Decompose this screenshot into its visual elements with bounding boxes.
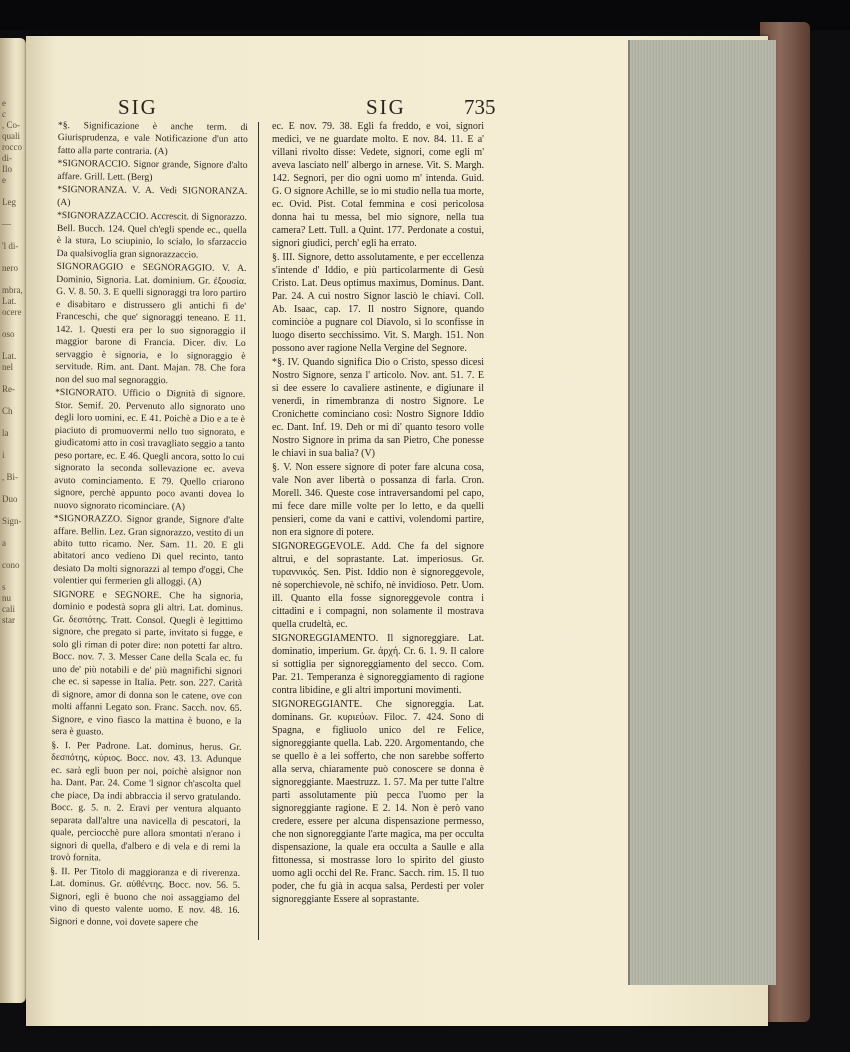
entry-paragraph: §. II. Per Titolo di maggioranza e di riverenza. Lat. dominus. Gr. αὐθέντης. Bocc. nov. 56. 5. Signori, egli è buono che noi assaggiamo del vino di questo valente uomo. E nov. 48. 16. Signori e donne, voi dovete sapere che xyxy=(49,865,241,929)
entry-paragraph: *SIGNORACCIO. Signor grande, Signore d'alto affare. Grill. Lett. (Berg) xyxy=(57,158,248,183)
entry-paragraph: SIGNOREGGEVOLE. Add. Che fa del signore altrui, e del soprastante. Lat. imperiosus. Gr. τυραννικός. Sen. Pist. Iddio non è signoreggevole, nè soperchievole, nè schifo, nè invidioso. Petr. Uom. ill. Quanto ella fosse signoreggevole contra i cittadini e i compagni, non solamente il mostrava quella crudeltà, ec. xyxy=(272,541,484,630)
entry-paragraph: *SIGNORANZA. V. A. Vedi SIGNORANZA. (A) xyxy=(57,184,248,209)
entry-paragraph: SIGNORE e SEGNORE. Che ha signoria, dominio e podestà sopra gli altri. Lat. dominus. Gr. δεσπότης. Tratt. Consol. Quegli è legittimo signore, che pregato si parte, invitato si fugge, e solo gli riman di poter dire: non potetti far altro. Bocc. nov. 7. 3. Messer Cane della Scala ec. fu uno de' più notabili e de' più magnifichi signori che ec. si sapesse in Italia. Petr. son. 227. Carità di signore, amor di donna son le catene, ove con molti affanni Legato son. Franc. Sacch. nov. 65. Signore, e vino fiasco la mattina è buono, e la sera è guasto. xyxy=(51,588,244,738)
running-head-right: SIG xyxy=(366,95,406,119)
entry-paragraph: ec. E nov. 79. 38. Egli fa freddo, e voi, signori medici, ve ne guardate molto. E nov. 84. 11. E a' villani rivolto disse: Vedete, signori, come egli m' aveva lasciato nell' albergo in arnese. Vit. S. Margh. 142. Segnori, per dio ogni uomo m' intenda. Guid. G. O signore Achille, se io mi studio nella tua morte, ec. Ovid. Pist. Cotal femmina e così pericolosa donna hai tu messa, bel mio signore, nella tua camera? Lett. Tull. a Quint. 177. Perdonate a costui, signori giudici, perch' egli ha errato. xyxy=(272,121,484,249)
entry-paragraph: *SIGNORATO. Ufficio o Dignità di signore. Stor. Semif. 20. Pervenuto allo signorato uno degli loro uomini, ec. E 41. Poichè a Dio e a te è piaciuto di promuovermi nello tuo signorato, e giudicatomi atto in così travagliato seggio a tanto peso portare, ec. E 46. Quegli ancora, sotto lo cui signorato la seconda sollevazione ec. aveva avuto cominciamento. E 79. Quello criarono signore, perchè appunto poco avanti dovea lo nuovo signorato ricominciare. (A) xyxy=(53,387,246,512)
left-page-fragments: e c , Co- quali rocco di- Ilo e Leg — 'l di- nero mbra, Lat. ocere oso Lat. nel Re- Ch la i , Bi- Duo Sign- a cono s nu cali star xyxy=(2,98,23,625)
entry-paragraph: *SIGNORAZZO. Signor grande, Signore d'alte affare. Bellin. Lez. Gran signorazzo, vestito di un abito tutto ricamo. Ner. Sam. 11. 20. E gli abitatori anco vedieno Di quel recinto, tanto desiato Da molti signorazzi al tempo d'oggi, Che volentier qui fermerien gli alloggi. (A) xyxy=(53,512,244,588)
entry-paragraph: SIGNORAGGIO e SEGNORAGGIO. V. A. Dominio, Signoria. Lat. dominium. Gr. ἐξουσία. G. V. 8. 50. 3. E quelli signoraggi tra loro partiro e disabitaro e distrussero gli antichi fi de' Franceschi, che que' signoraggi teneano. E 11. 142. 1. Questi era per lo suo signoraggio il maggior barone di Francia. Dicer. div. Lo servaggio è signoria, e lo signoraggio è servitude. Rim. ant. Dant. Majan. 78. Che fora non del suo mal segnoraggio. xyxy=(55,261,247,386)
page-block-edge xyxy=(628,40,776,985)
entry-paragraph: §. V. Non essere signore di poter fare alcuna cosa, vale Non aver libertà o possanza di farla. Cron. Morell. 346. Queste cose intraversandomi pel capo, mi fece dare mille volte per lo letto, e da quelli pensieri, come da vani e cattivi, volendomi partire, non era signore di potere. xyxy=(272,462,484,538)
entry-paragraph: SIGNOREGGIAMENTO. Il signoreggiare. Lat. dominatio, imperium. Gr. ἀρχή. Cr. 6. 1. 9. Il calore si sottiglia per signoreggiamento del secco. Com. Par. 21. Temperanza è signoreggiamento di ragione contra libidine, e gli altri importuni movimenti. xyxy=(272,633,484,696)
entry-paragraph: *SIGNORAZZACCIO. Accrescit. di Signorazzo. Bell. Bucch. 124. Quel ch'egli spende ec., quella è la stura, Lo sciupinio, lo scialo, lo sfarzaccio Da qualsivoglia gran signorazzaccio. xyxy=(56,210,248,261)
column-rule xyxy=(258,122,259,940)
entry-paragraph: §. I. Per Padrone. Lat. dominus, herus. Gr. δεσπότης, κύριος. Bocc. nov. 43. 13. Adunque ec. sarà egli buon per noi, poichè alsignor non ha. Dant. Par. 24. Come 'l signor ch'ascolta quel che piace, Da indi abbraccia il servo gratulando. Bocc. g. 5. n. 2. Eravi per ventura alquanto separata dall'altre una navicella di pescatori, la quale, perciocchè pure allora smontati n'erano i signori di quella, d'albero e di vela e di remi la trovò fornita. xyxy=(50,739,242,864)
entry-paragraph: *§. IV. Quando significa Dio o Cristo, spesso dicesi Nostro Signore, senza l' articolo. Nov. ant. 51. 7. E si dee essere lo cavaliere astinente, e digiunare il venerdì, in rimembranza di nostro Signore. Le Cronichette cominciano così: Nostro Signore Iddio ec. Dant. Inf. 19. Deh or mi di' quanto tesoro volle Nostro Signore in prima da san Pietro, Che ponesse le chiavi in sua balìa? (V) xyxy=(272,357,484,459)
page-number: 735 xyxy=(464,95,496,119)
entry-paragraph: §. III. Signore, detto assolutamente, e per eccellenza s'intende d' Iddio, e più particolarmente di Gesù Cristo. Lat. Deus optimus maximus, Dominus. Dant. Par. 24. A cui nostro Signor lasciò le chiavi. Coll. Ab. Isaac, cap. 17. Il nostro Signore, quando cominciòe a pugnare col Diavolo, sì lo sconfisse in luogo diserto secchissimo. Vit. S. Margh. 151. Non possono aver ragione Nella Vergine del Segnore. xyxy=(272,252,484,354)
left-column xyxy=(50,120,248,931)
entry-paragraph: SIGNOREGGIANTE. Che signoreggia. Lat. dominans. Gr. κυριεύων. Filoc. 7. 424. Sono di Spagna, e figliuolo unico del re Felice, signoreggiante quella. Lab. 220. Argomentando, che se quello è a lei sofferto, che non sarebbe sofferto alla serva, chiaramente può conoscere se donna è signoreggiante. Maestruzz. 1. 57. Ma per tutte l'altre parti assolutamente più pecca l'uomo per la signoreggiante ragione. E 2. 14. Non è però vano credere, essere per alcuna dispensazione permesso, che non signoreggiante l'arte magica, ma per occulta dispensazione, la quale era occulta a Saulle e alla fittonessa, si mostrasse loro lo spirito del giusto uomo agli occhi del Re. Franc. Sacch. rim. 15. Il tuo poder, che fu già in acqua salsa, Perdesti per voler signoreggiante Essere al soprastante. xyxy=(272,699,484,905)
left-page-edge xyxy=(0,38,26,1003)
background-top xyxy=(0,0,850,30)
running-head-left: SIG xyxy=(118,95,158,119)
right-column xyxy=(272,120,484,907)
entry-paragraph: *§. Significazione è anche term. di Giurisprudenza, e vale Notificazione d'un atto fatto alla parte contraria. (A) xyxy=(57,120,248,158)
